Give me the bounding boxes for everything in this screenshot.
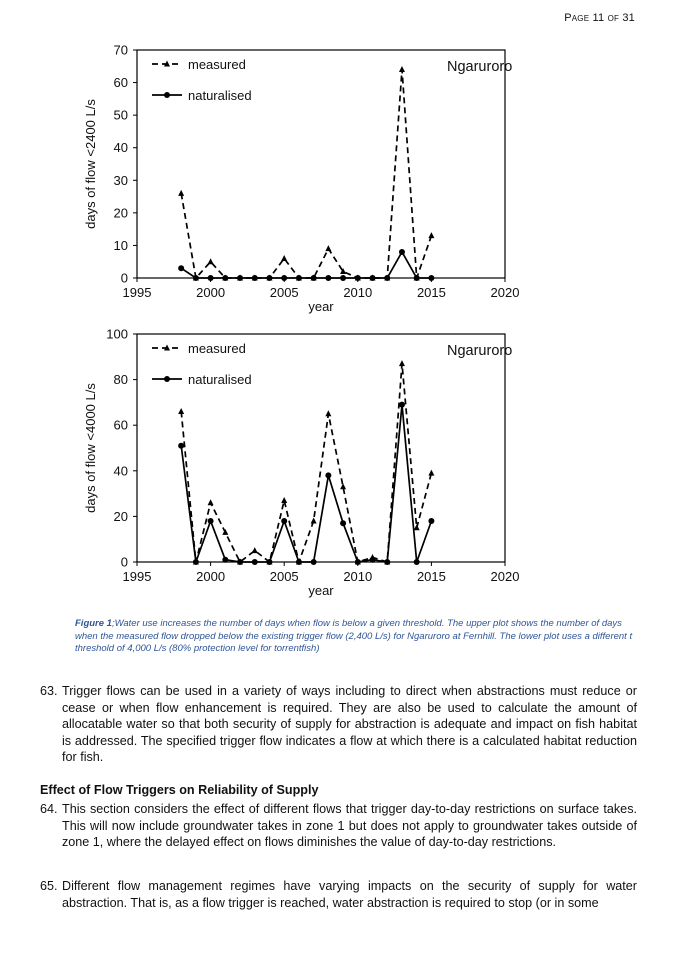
chart2-point-naturalised	[296, 559, 302, 565]
chart2-x-tick-label: 1995	[122, 569, 152, 584]
chart2-series-naturalised-line	[181, 405, 431, 562]
chart1-point-naturalised	[340, 275, 346, 281]
chart2-legend-label-naturalised: naturalised	[188, 372, 252, 387]
chart2-point-measured	[414, 524, 420, 530]
chart1-x-tick-label: 1995	[122, 285, 152, 300]
figure-label: Figure 1	[75, 618, 112, 629]
chart2-point-measured	[399, 360, 405, 366]
chart1-y-tick-label: 50	[113, 107, 128, 123]
chart1-y-tick-label: 30	[113, 172, 128, 188]
chart2-point-naturalised	[237, 559, 243, 565]
chart1-point-naturalised	[370, 275, 376, 281]
paragraph-text: This section considers the effect of different flows that trigger day-to-day restrictions on surface takes. This will now include groundwater takes in zone 1 but does not apply to groundwater takes outside of zone 1, where the delayed effect on flows diminishes the value of day-to-day restrictions.	[62, 802, 637, 850]
chart1-y-tick-label: 10	[113, 237, 128, 253]
chart2-point-measured	[428, 470, 434, 476]
chart1-point-naturalised	[237, 275, 243, 281]
chart2-x-tick-label: 2015	[416, 569, 446, 584]
chart1-y-tick-label: 0	[120, 270, 128, 286]
paragraph-64	[40, 801, 637, 851]
chart2-point-measured	[281, 497, 287, 503]
chart1-x-axis-label: year	[308, 299, 334, 314]
chart1-x-tick-label: 2005	[269, 285, 299, 300]
figure-caption-text: ;Water use increases the number of days when flow is below a given threshold. The upper plot shows the number of days when the measured flow dropped below the existing trigger flow (2,400 L/s) for Ngaruroro at Fernhill. The lower plot uses a different t threshold of 4,000 L/s (80% protection level for torrentfish)	[75, 618, 633, 654]
chart2-point-naturalised	[208, 518, 214, 524]
chart1-point-naturalised	[399, 249, 405, 255]
chart2-point-naturalised	[414, 559, 420, 565]
chart1-point-naturalised	[414, 275, 420, 281]
chart2-point-measured	[252, 547, 258, 553]
chart1-plot-area	[137, 50, 505, 278]
chart2-point-naturalised	[252, 559, 258, 565]
chart2-x-axis-label: year	[308, 583, 334, 598]
chart2-title: Ngaruroro	[447, 343, 513, 359]
chart1-point-naturalised	[178, 265, 184, 271]
chart1-point-naturalised	[311, 275, 317, 281]
chart1-point-naturalised	[281, 275, 287, 281]
chart1-point-naturalised	[428, 275, 434, 281]
chart1-y-tick-label: 20	[113, 205, 128, 221]
chart2-point-naturalised	[281, 518, 287, 524]
paragraph-65	[40, 878, 637, 911]
chart1-point-measured	[178, 190, 184, 196]
chart2-point-measured	[208, 499, 214, 505]
chart2-point-measured	[178, 408, 184, 414]
chart-flow-4000	[0, 322, 675, 607]
paragraph-text: Different flow management regimes have varying impacts on the security of supply for water abstraction. That is, as a flow trigger is reached, water abstraction is required to stop (or in some	[62, 879, 637, 910]
chart2-point-naturalised	[399, 402, 405, 408]
paragraph-text: Trigger flows can be used in a variety of ways including to direct when abstractions must reduce or cease or when flow enhancement is required. They are also be used to calculate the amount of allocatable water so that both security of supply for abstraction is adequate and impact on fish habitat is addressed. The specified trigger flow indicates a flow at which there is a calculated habitat reduction for fish.	[62, 684, 637, 765]
chart1-x-tick-label: 2010	[343, 285, 373, 300]
chart2-point-naturalised	[178, 443, 184, 449]
figure-caption	[75, 618, 637, 656]
chart1-legend-label-naturalised: naturalised	[188, 88, 252, 103]
chart1-point-measured	[399, 66, 405, 72]
paragraph-number: 65.	[40, 879, 58, 893]
chart1-point-naturalised	[252, 275, 258, 281]
chart2-point-naturalised	[222, 557, 228, 563]
chart2-point-naturalised	[193, 559, 199, 565]
chart2-y-tick-label: 40	[113, 463, 128, 479]
chart2-x-tick-label: 2010	[343, 569, 373, 584]
chart1-x-tick-label: 2000	[196, 285, 226, 300]
chart1-y-tick-label: 70	[113, 42, 128, 58]
chart2-point-naturalised	[266, 559, 272, 565]
chart1-point-measured	[428, 232, 434, 238]
chart1-series-naturalised-line	[181, 252, 431, 278]
chart1-x-tick-label: 2015	[416, 285, 446, 300]
chart2-y-tick-label: 60	[113, 417, 128, 433]
chart1-point-measured	[281, 255, 287, 261]
chart1-legend-label-measured: measured	[188, 57, 246, 72]
chart2-y-tick-label: 0	[120, 554, 128, 570]
chart2-y-axis-label: days of flow <4000 L/s	[83, 383, 98, 513]
chart2-point-measured	[340, 483, 346, 489]
chart1-y-axis-label: days of flow <2400 L/s	[83, 99, 98, 229]
chart-flow-2400	[0, 38, 675, 323]
chart2-point-naturalised	[340, 520, 346, 526]
chart1-x-tick-label: 2020	[490, 285, 520, 300]
chart1-point-naturalised	[296, 275, 302, 281]
chart1-point-naturalised	[355, 275, 361, 281]
chart2-y-tick-label: 20	[113, 508, 128, 524]
chart2-y-tick-label: 100	[106, 326, 128, 342]
chart2-legend-marker-naturalised	[164, 376, 170, 382]
chart1-title: Ngaruroro	[447, 59, 513, 75]
chart1-legend-marker-naturalised	[164, 92, 170, 98]
chart1-point-naturalised	[325, 275, 331, 281]
chart2-x-tick-label: 2000	[196, 569, 226, 584]
chart2-y-tick-label: 80	[113, 372, 128, 388]
chart2-point-naturalised	[355, 559, 361, 565]
chart2-point-naturalised	[370, 557, 376, 563]
chart1-point-naturalised	[208, 275, 214, 281]
paragraph-number: 64.	[40, 802, 58, 816]
paragraph-number: 63.	[40, 684, 58, 698]
chart1-y-tick-label: 60	[113, 75, 128, 91]
chart1-point-measured	[325, 245, 331, 251]
chart1-point-naturalised	[266, 275, 272, 281]
page-number: Page 11 of 31	[564, 12, 635, 24]
chart1-point-naturalised	[384, 275, 390, 281]
chart2-point-measured	[325, 410, 331, 416]
chart2-point-naturalised	[325, 472, 331, 478]
chart2-series-measured-line	[181, 364, 431, 562]
chart2-point-naturalised	[311, 559, 317, 565]
chart2-point-measured	[311, 517, 317, 523]
chart2-x-tick-label: 2005	[269, 569, 299, 584]
chart2-x-tick-label: 2020	[490, 569, 520, 584]
paragraph-63	[40, 683, 637, 766]
chart1-y-tick-label: 40	[113, 140, 128, 156]
chart1-point-naturalised	[193, 275, 199, 281]
chart2-point-naturalised	[428, 518, 434, 524]
chart1-point-naturalised	[222, 275, 228, 281]
chart2-point-naturalised	[384, 559, 390, 565]
chart2-legend-label-measured: measured	[188, 341, 246, 356]
section-heading: Effect of Flow Triggers on Reliability of Supply	[40, 783, 319, 797]
chart1-point-measured	[208, 258, 214, 264]
